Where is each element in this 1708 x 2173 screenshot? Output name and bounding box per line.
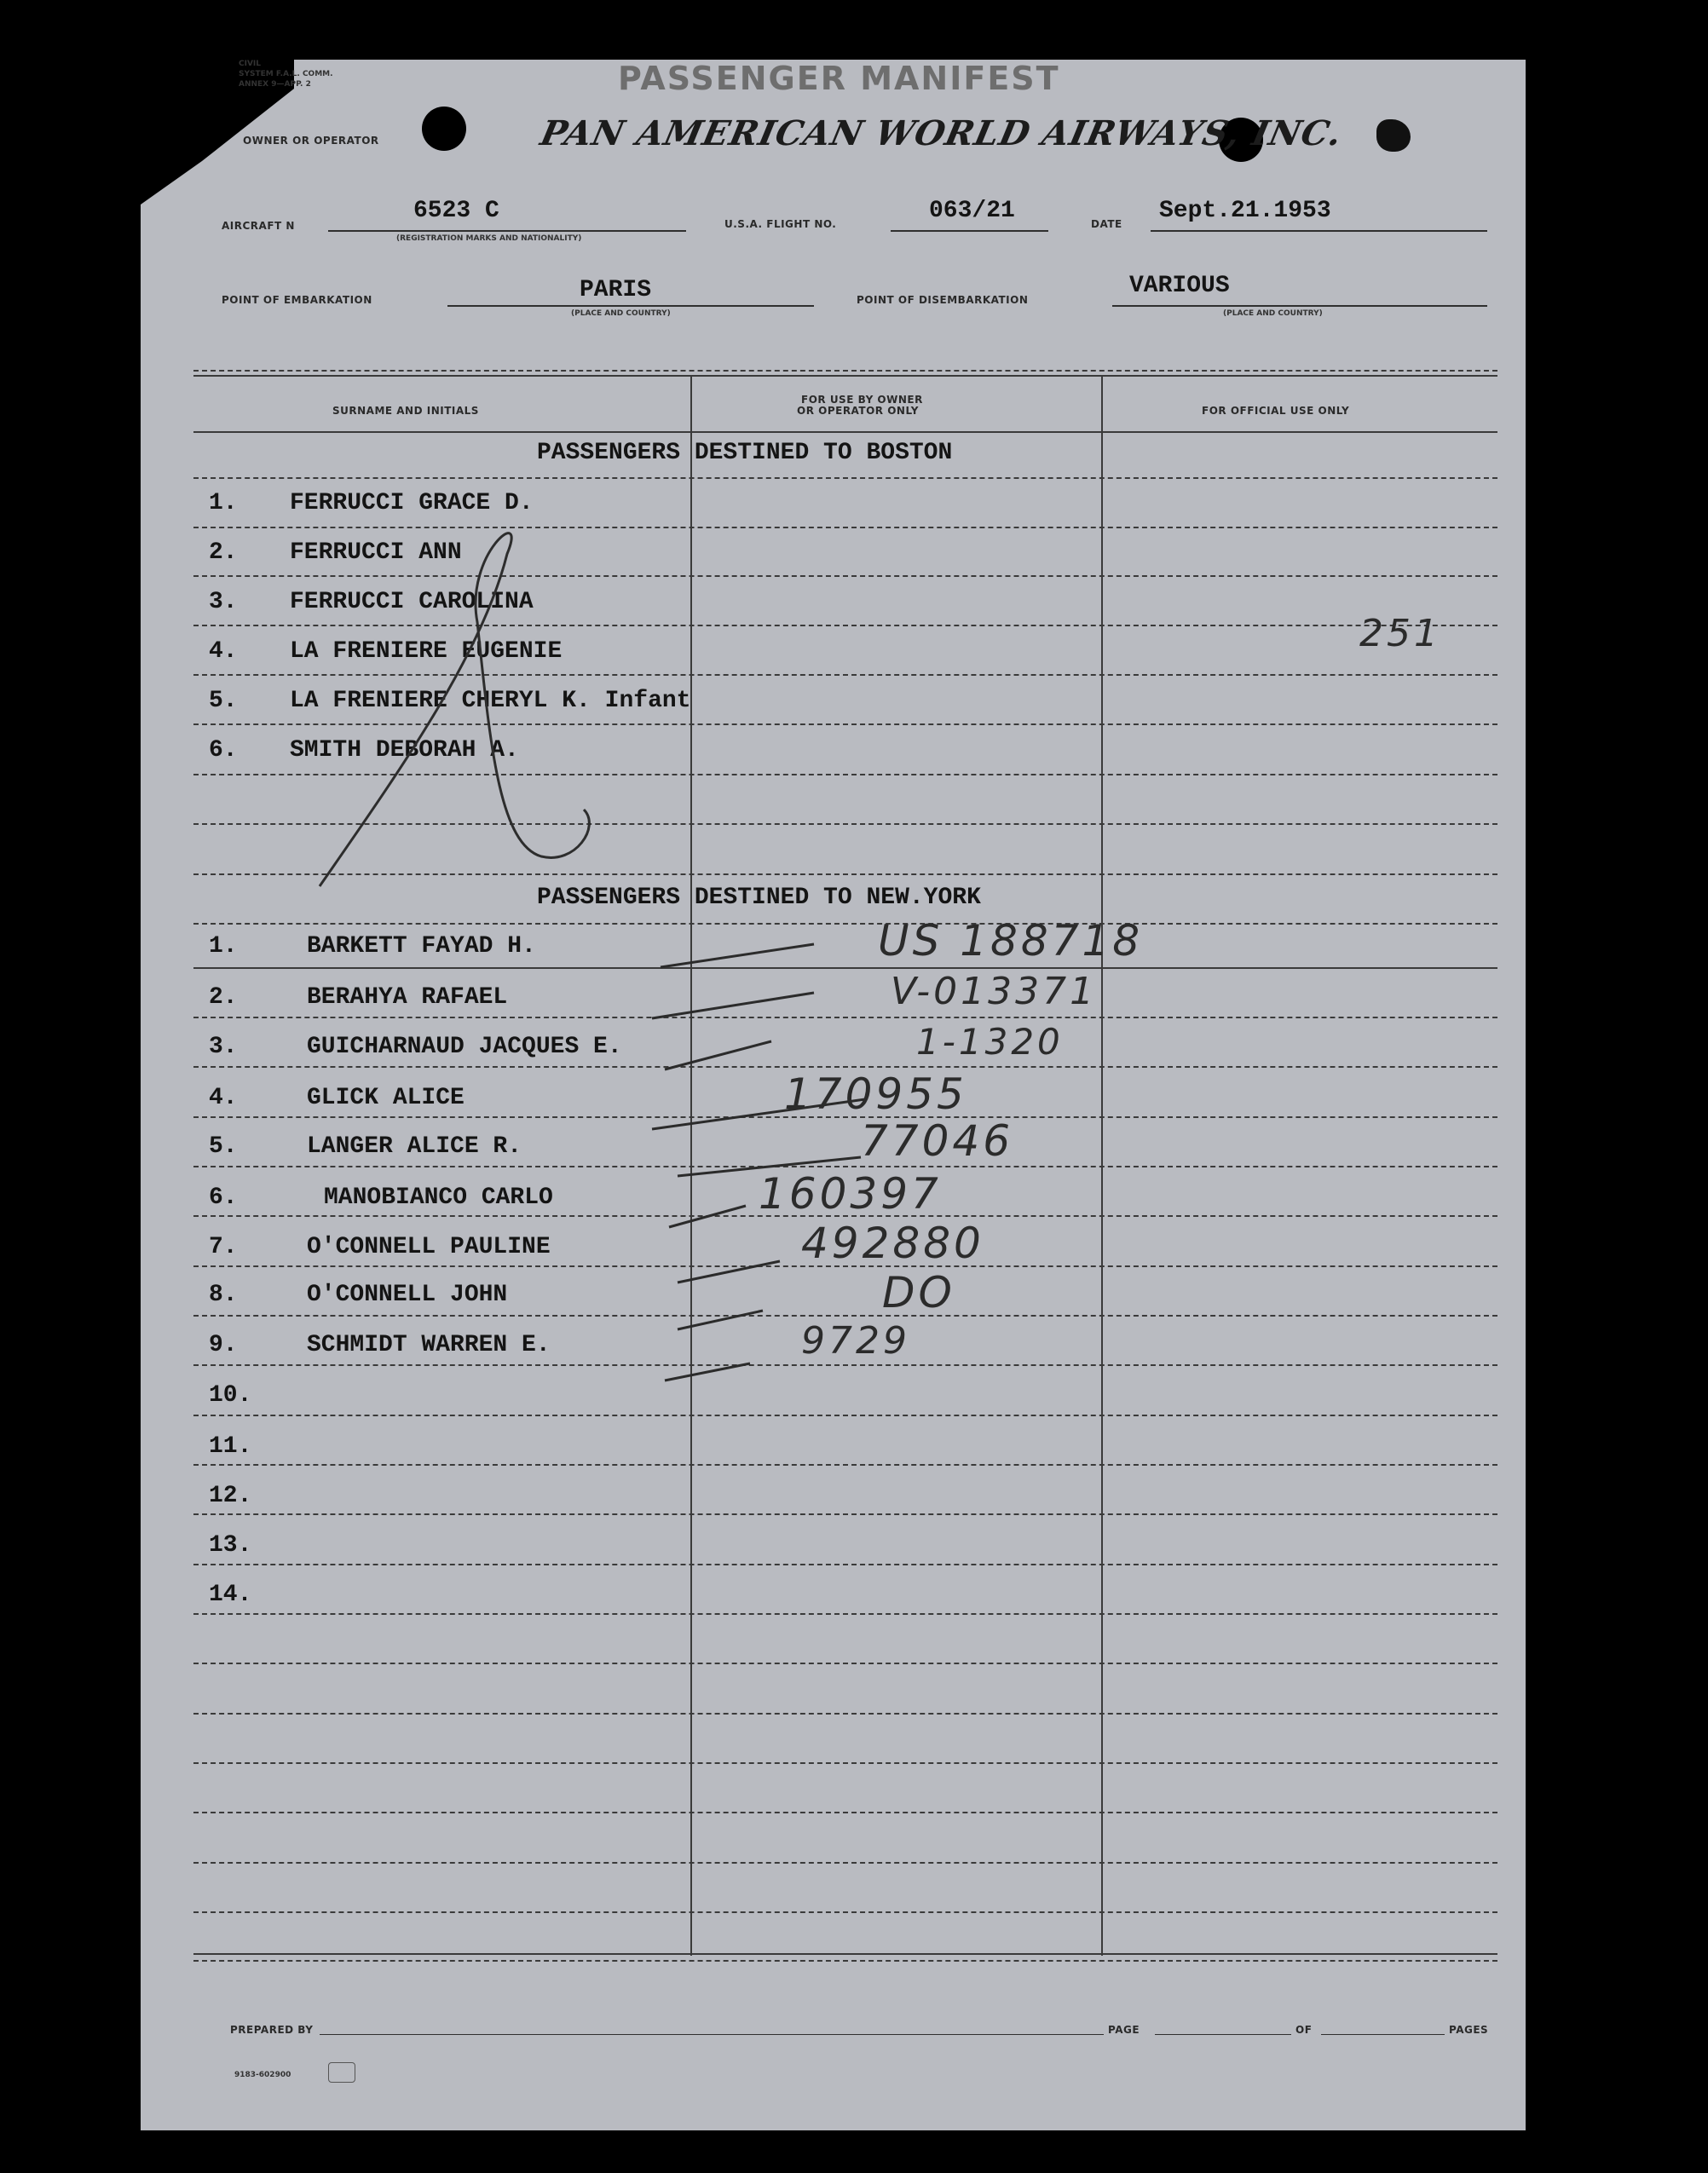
newyork-row	[209, 1332, 551, 1358]
corner-stamp-2: SYSTEM F.A.L. COMM.	[239, 70, 333, 78]
row-number: 5.	[209, 688, 238, 714]
row-number: 6.	[209, 737, 238, 764]
row-number: 1.	[209, 490, 238, 516]
flight-label: U.S.A. FLIGHT NO.	[724, 218, 837, 230]
prepared-by-label: PREPARED BY	[230, 2024, 314, 2036]
date-value: Sept.21.1953	[1159, 198, 1331, 224]
form-number: 9183-602900	[234, 2071, 291, 2079]
newyork-row	[209, 984, 508, 1011]
page-label: PAGE	[1108, 2024, 1140, 2036]
row-number: 12.	[209, 1483, 252, 1509]
corner-stamp-1: CIVIL	[239, 60, 262, 68]
passenger-name: SCHMIDT WARREN E.	[307, 1332, 551, 1358]
boston-row	[209, 688, 691, 714]
passenger-name: BERAHYA RAFAEL	[307, 984, 508, 1011]
handwritten-number: V-013371	[891, 970, 1098, 1013]
punch-hole	[422, 107, 466, 151]
newyork-row	[209, 1234, 551, 1260]
col-official: FOR OFFICIAL USE ONLY	[1202, 405, 1350, 417]
newyork-row	[209, 1483, 251, 1509]
newyork-row	[209, 933, 536, 960]
passenger-name: O'CONNELL PAULINE	[307, 1234, 551, 1260]
handwritten-strike-mark	[294, 520, 601, 895]
newyork-row	[209, 1184, 553, 1211]
newyork-row	[209, 1532, 251, 1559]
flight-value: 063/21	[929, 198, 1015, 224]
passenger-name: LANGER ALICE R.	[307, 1133, 522, 1160]
embark-sub: (PLACE AND COUNTRY)	[571, 309, 671, 318]
official-note: 251	[1359, 612, 1441, 655]
newyork-row	[209, 1282, 508, 1308]
passenger-name: FERRUCCI CAROLINA	[290, 589, 534, 615]
owner-label: OWNER OR OPERATOR	[243, 135, 379, 147]
boston-row	[209, 737, 519, 764]
row-number: 13.	[209, 1532, 252, 1559]
passenger-name: LA FRENIERE EUGENIE	[290, 638, 563, 665]
row-number: 10.	[209, 1382, 252, 1409]
handwritten-number: US 188718	[878, 916, 1144, 965]
newyork-row	[209, 1133, 522, 1160]
row-number: 1.	[209, 933, 238, 960]
passenger-name: MANOBIANCO CARLO	[324, 1184, 553, 1211]
aircraft-sub: (REGISTRATION MARKS AND NATIONALITY)	[396, 234, 582, 243]
handwritten-number: DO	[882, 1268, 955, 1317]
row-number: 4.	[209, 638, 238, 665]
manifest-sheet	[141, 60, 1526, 2130]
row-number: 8.	[209, 1282, 238, 1308]
newyork-heading: PASSENGERS DESTINED TO NEW.YORK	[537, 885, 981, 911]
col-owner-use-1: FOR USE BY OWNER	[801, 394, 923, 406]
airline-name: PAN AMERICAN WORLD AIRWAYS, INC.	[537, 113, 1347, 153]
handwritten-number: 1-1320	[916, 1021, 1064, 1063]
handwritten-number: 492880	[801, 1219, 984, 1268]
row-number: 2.	[209, 984, 238, 1011]
col-owner-use-2: OR OPERATOR ONLY	[797, 405, 919, 417]
row-number: 2.	[209, 539, 238, 566]
form-title: PASSENGER MANIFEST	[618, 60, 1060, 97]
passenger-name: O'CONNELL JOHN	[307, 1282, 508, 1308]
passenger-name: GLICK ALICE	[307, 1085, 465, 1111]
row-number: 4.	[209, 1085, 238, 1111]
newyork-row	[209, 1034, 622, 1060]
of-label: OF	[1295, 2024, 1313, 2036]
pages-label: PAGES	[1449, 2024, 1489, 2036]
row-number: 11.	[209, 1433, 252, 1460]
row-number: 3.	[209, 1034, 238, 1060]
passenger-name: FERRUCCI GRACE D.	[290, 490, 534, 516]
passenger-name: LA FRENIERE CHERYL K. Infant	[290, 688, 691, 714]
handwritten-number: 160397	[759, 1169, 942, 1219]
handwritten-number: 170955	[784, 1069, 967, 1119]
corner-stamp-3: ANNEX 9—APP. 2	[239, 80, 311, 89]
ink-blot	[1376, 119, 1411, 152]
col-surname: SURNAME AND INITIALS	[332, 405, 479, 417]
handwritten-number: 77046	[861, 1116, 1014, 1166]
row-number: 9.	[209, 1332, 238, 1358]
newyork-row	[209, 1433, 251, 1460]
boston-row	[209, 638, 563, 665]
row-number: 6.	[209, 1184, 238, 1211]
date-label: DATE	[1091, 218, 1122, 230]
aircraft-label: AIRCRAFT N	[222, 220, 295, 232]
disembark-sub: (PLACE AND COUNTRY)	[1223, 309, 1323, 318]
disembark-value: VARIOUS	[1129, 273, 1230, 299]
row-number: 14.	[209, 1582, 252, 1608]
aircraft-value: 6523 C	[413, 198, 499, 224]
boston-row	[209, 539, 462, 566]
row-number: 5.	[209, 1133, 238, 1160]
passenger-name: BARKETT FAYAD H.	[307, 933, 536, 960]
newyork-row	[209, 1382, 251, 1409]
embark-label: POINT OF EMBARKATION	[222, 294, 372, 306]
newyork-row	[209, 1582, 251, 1608]
passenger-name: FERRUCCI ANN	[290, 539, 462, 566]
disembark-label: POINT OF DISEMBARKATION	[857, 294, 1029, 306]
passenger-name: GUICHARNAUD JACQUES E.	[307, 1034, 622, 1060]
row-number: 3.	[209, 589, 238, 615]
passenger-name: SMITH DEBORAH A.	[290, 737, 519, 764]
printer-mark	[328, 2062, 355, 2083]
newyork-row	[209, 1085, 465, 1111]
handwritten-number: 9729	[801, 1319, 910, 1363]
row-number: 7.	[209, 1234, 238, 1260]
boston-row	[209, 490, 534, 516]
boston-row	[209, 589, 534, 615]
boston-heading: PASSENGERS DESTINED TO BOSTON	[537, 440, 953, 466]
embark-value: PARIS	[580, 277, 652, 303]
